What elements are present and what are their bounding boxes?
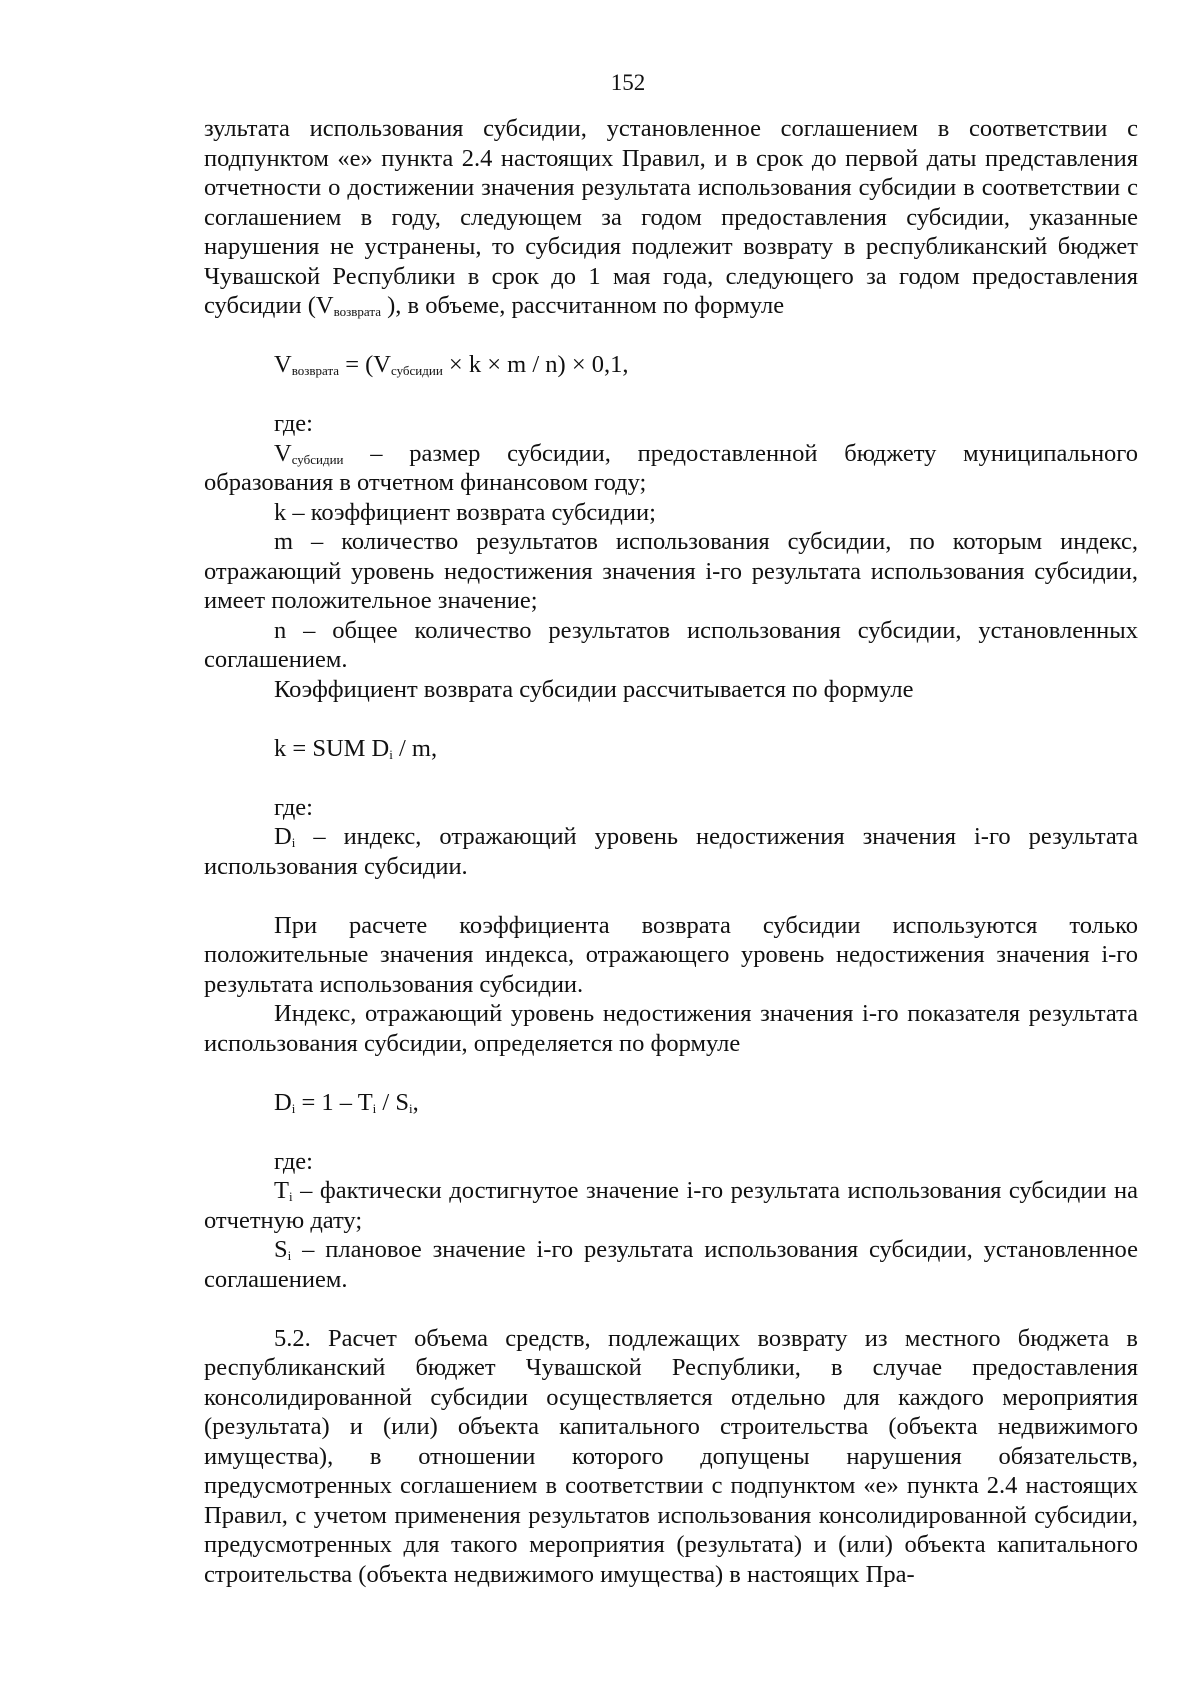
definition-k: k – коэффициент возврата субсидии; — [274, 498, 656, 526]
formula-v-return: $V_{возврата} = (V_{субсидии} \times k \times m / n) \times 0,1$, — [274, 351, 629, 378]
definition-t: $T_i$ – фактически достигнутое значение i-го результата использования субсидии на отчетную дату; — [204, 1177, 1138, 1234]
page-number: 152 — [610, 70, 646, 95]
where-label: где: — [274, 410, 313, 437]
definition-s: $S_i$ – плановое значение i-го результата использования субсидии, установленное соглашением. — [204, 1236, 1138, 1293]
definition-d: $D_i$ – индекс, отражающий уровень недостижения значения i-го результата использования субсидии. — [204, 823, 1138, 880]
definition-n: n – общее количество результатов использования субсидии, установленных соглашением. — [204, 616, 1138, 673]
definition-m: m – количество результатов использования субсидии, по которым индекс, отражающий уровень недостижения значения i-го результата использования субсидии, имеет положительное значение; — [204, 528, 1138, 614]
definition-v-subsidy: $V_{субсидии}$ – размер субсидии, предоставленной бюджету муниципального образования в отчетном финансовом году; — [204, 439, 1138, 496]
paragraph-return-conditions: зультата использования субсидии, установленное соглашением в соответствии с подпунктом «е» пункта 2.4 настоящих Правил, и в срок до первой даты представления отчетности о достижении значения результата использования субсидии в соответствии с соглашением в году, следующем за годом предоставления субсидии, указанные нарушения не устранены, то субсидия подлежит возврату в республиканский бюджет Чувашской Республики в срок до 1 мая года, следующего за годом предоставления субсидии ($V_{возврата}$ ), в объеме, рассчитанном по формуле — [204, 115, 1138, 319]
coefficient-intro: Коэффициент возврата субсидии рассчитывается по формуле — [274, 675, 914, 703]
paragraph-positive-values: При расчете коэффициента возврата субсидии используются только положительные значения индекса, отражающего уровень недостижения значения i-го результата использования субсидии. — [204, 911, 1138, 998]
where-label: где: — [274, 793, 313, 821]
paragraph-index-intro: Индекс, отражающий уровень недостижения значения i-го показателя результата использования субсидии, определяется по формуле — [204, 1000, 1138, 1057]
paragraph-5-2: 5.2. Расчет объема средств, подлежащих возврату из местного бюджета в республиканский бюджет Чувашской Республики, в случае предоставления консолидированной субсидии осуществляется отдельно для каждого мероприятия (результата) и (или) объекта капитального строительства (объекта недвижимого имущества), в отношении которого допущены нарушения обязательств, предусмотренных соглашением в соответствии с подпунктом «е» пункта 2.4 настоящих Правил, с учетом применения результатов использования консолидированной субсидии, предусмотренных для такого мероприятия (результата) и (или) объекта капитального строительства (объекта недвижимого имущества) в настоящих Пра- — [204, 1324, 1138, 1588]
where-label: где: — [274, 1147, 313, 1175]
formula-k: k = SUM $D_i$ / m, — [274, 734, 438, 762]
formula-d: $D_i = 1 - T_i / S_i$, — [274, 1088, 419, 1116]
document-body — [204, 114, 1138, 1589]
